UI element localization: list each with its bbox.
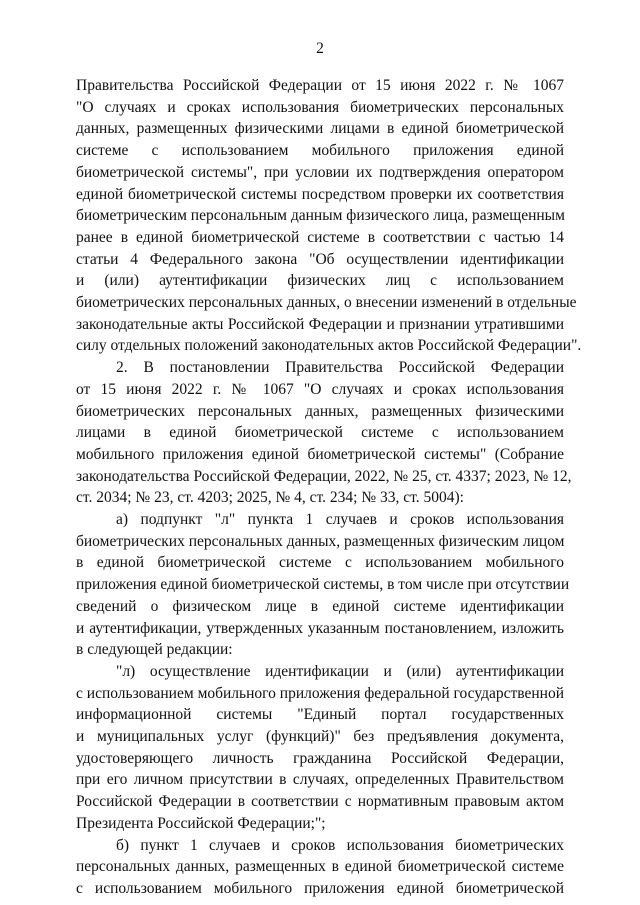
text-line: биометрических персональных данных, размещенных физическим лицом [76,532,565,550]
text-line: 2. В постановлении Правительства Российской Федерации [116,359,564,377]
text-line: удостоверяющего личность гражданина Российской Федерации, [76,749,564,767]
text-line: Президента Российской Федерации;"; [76,814,326,832]
text-line: биометрической системы", при условии их подтверждения оператором [76,163,564,181]
text-line: "О случаях и сроках использования биометрических персональных [76,98,564,116]
text-line: ранее в единой биометрической системе в соответствии с частью 14 [76,228,564,246]
text-line: биометрическим персональным данным физического лица, размещенным [76,207,565,225]
text-line: данных, размещенных физическими лицами в единой биометрической [76,120,564,138]
text-line: персональных данных, размещенных в единой биометрической системе [76,858,564,876]
text-line: при его личном присутствии в случаях, определенных Правительством [76,771,564,789]
text-line: биометрических персональных данных, о внесении изменений в отдельные [76,294,577,311]
text-line: лицами в единой биометрической системе с использованием [76,424,564,442]
text-line: информационной системы "Единый портал государственных [76,706,564,724]
text-line: Российской Федерации в соответствии с нормативным правовым актом [76,793,564,811]
text-line: от 15 июня 2022 г. № 1067 "О случаях и сроках использования [76,380,564,398]
text-line: б) пункт 1 случаев и сроков использования биометрических [116,836,564,854]
text-line: в следующей редакции: [76,641,233,659]
text-line: приложения единой биометрической системы, в том числе при отсутствии [76,576,570,594]
text-line: законодательства Российской Федерации, 2022, № 25, ст. 4337; 2023, № 12, [76,467,572,485]
text-line: с использованием мобильного приложения единой биометрической [76,879,564,897]
text-line: "л) осуществление идентификации и (или) аутентификации [116,662,564,680]
text-line: статьи 4 Федерального закона "Об осуществлении идентификации [76,250,564,268]
text-line: единой биометрической системы посредством проверки их соответствия [76,185,564,203]
page-number: 2 [316,40,324,57]
text-line: ст. 2034; № 23, ст. 4203; 2025, № 4, ст. 234; № 33, ст. 5004): [76,489,464,507]
text-line: и аутентификации, утвержденных указанным постановлением, изложить [76,619,564,637]
text-line: а) подпункт "л" пункта 1 случаев и сроков использования [116,511,564,528]
text-line: сведений о физическом лице в единой системе идентификации [76,597,564,615]
text-line: мобильного приложения единой биометрической системы" (Собрание [76,445,564,463]
text-line: силу отдельных положений законодательных актов Российской Федерации". [76,337,582,355]
text-line: с использованием мобильного приложения федеральной государственной [76,684,564,702]
text-line: в единой биометрической системе с использованием мобильного [76,554,564,572]
text-line: биометрических персональных данных, размещенных физическими [76,402,564,420]
text-line: Правительства Российской Федерации от 15 июня 2022 г. № 1067 [76,77,564,94]
text-line: законодательные акты Российской Федерации и признании утратившими [76,315,564,333]
text-line: и муниципальных услуг (функций)" без предъявления документа, [76,728,564,745]
text-line: системе с использованием мобильного приложения единой [76,142,564,160]
text-line: и (или) аутентификации физических лиц с использованием [76,272,564,290]
